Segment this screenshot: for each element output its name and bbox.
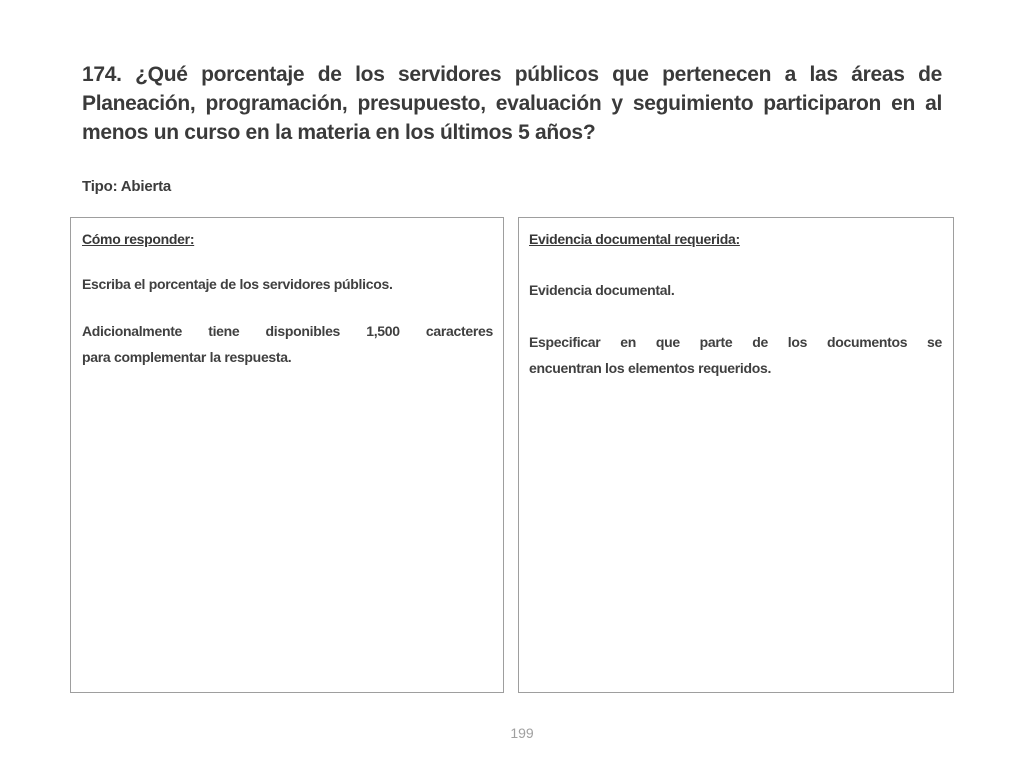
required-evidence-item: Evidencia documental.	[529, 282, 675, 298]
required-evidence-panel	[518, 217, 954, 693]
required-evidence-note	[529, 329, 942, 381]
required-evidence-heading: Evidencia documental requerida:	[529, 231, 740, 247]
how-to-answer-note-line: Adicionalmente tiene disponibles 1,500 caracteres	[82, 323, 493, 339]
question-title-line: menos un curso en la materia en los últimos 5 años?	[82, 121, 596, 144]
how-to-answer-instruction: Escriba el porcentaje de los servidores públicos.	[82, 276, 393, 292]
page-number: 199	[510, 725, 534, 741]
how-to-answer-note	[82, 318, 493, 370]
question-type: Tipo: Abierta	[82, 178, 172, 195]
question-title-line: 174. ¿Qué porcentaje de los servidores públicos que pertenecen a las áreas de	[82, 63, 942, 86]
required-evidence-note-line: Especificar en que parte de los documentos se	[529, 334, 942, 350]
question-title-line: Planeación, programación, presupuesto, evaluación y seguimiento participaron en al	[82, 92, 942, 115]
question-title	[82, 60, 942, 147]
required-evidence-note-line: encuentran los elementos requeridos.	[529, 360, 772, 376]
how-to-answer-panel	[70, 217, 504, 693]
how-to-answer-note-line: para complementar la respuesta.	[82, 349, 292, 365]
how-to-answer-heading: Cómo responder:	[82, 231, 195, 247]
